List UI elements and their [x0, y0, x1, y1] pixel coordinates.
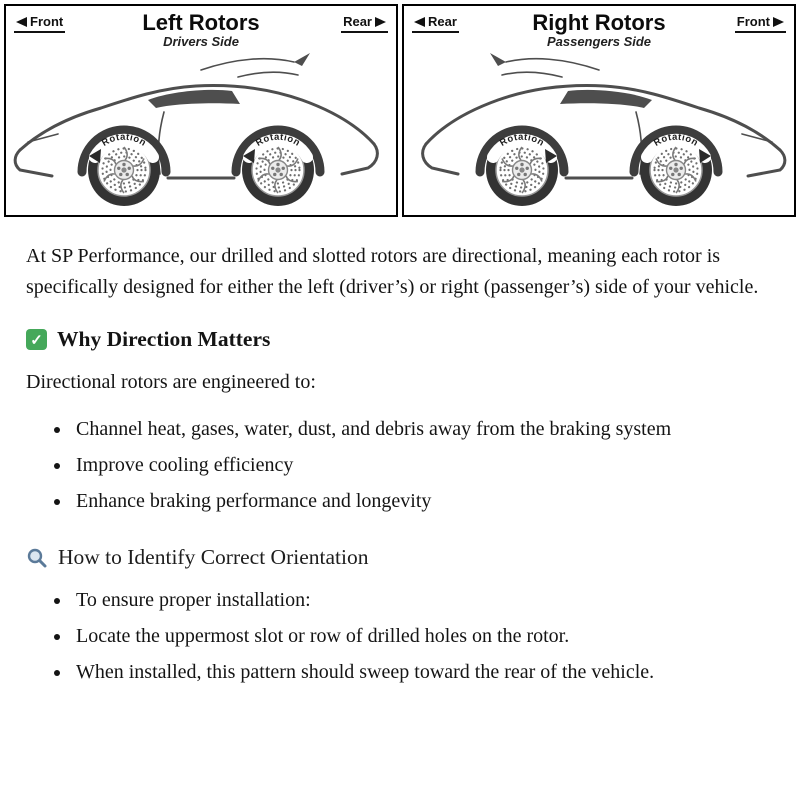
list-item: • Enhance braking performance and longevity	[72, 486, 774, 517]
arrow-left-icon	[16, 17, 27, 27]
direction-text: Rear	[428, 14, 457, 29]
article	[0, 217, 800, 716]
rotation-label: Rotation	[99, 131, 149, 149]
orientation-list	[26, 585, 774, 688]
list-item: • Channel heat, gases, water, dust, and debris away from the braking system	[72, 414, 774, 445]
right-panel-header	[404, 6, 794, 54]
list-item: • When installed, this pattern should sweep toward the rear of the vehicle.	[72, 657, 774, 688]
list-item: • To ensure proper installation:	[72, 585, 774, 616]
panel-title: Right Rotors	[532, 10, 666, 35]
rotor-direction-diagram	[0, 0, 800, 217]
front-direction-label	[735, 14, 786, 33]
rear-direction-label	[412, 14, 459, 33]
rotation-label: Rotation	[651, 131, 701, 149]
rear-direction-label	[341, 14, 388, 33]
intro-paragraph: At SP Performance, our drilled and slotted rotors are directional, meaning each rotor is specifically designed for either the left (driver’s) or right (passenger’s) side of your vehicle.	[26, 245, 759, 298]
why-direction-matters-heading	[26, 327, 774, 353]
panel-subtitle: Passengers Side	[546, 34, 652, 50]
left-car-illustration	[6, 50, 396, 215]
magnifier-icon	[26, 547, 48, 569]
left-rotors-panel	[4, 4, 398, 217]
orientation-heading	[26, 545, 774, 571]
arrow-right-icon	[375, 17, 386, 27]
list-item: • Improve cooling efficiency	[72, 450, 774, 481]
panel-title: Left Rotors	[142, 10, 260, 35]
direction-text: Rear	[343, 14, 372, 29]
direction-text: Front	[30, 14, 64, 29]
arrow-right-icon	[773, 17, 784, 27]
heading-text: How to Identify Correct Orientation	[58, 544, 369, 569]
why-direction-list	[26, 414, 774, 517]
engineered-lead: Directional rotors are engineered to:	[26, 370, 316, 393]
rotation-label: Rotation	[253, 131, 303, 149]
right-car-illustration	[404, 50, 794, 215]
right-rotors-panel	[402, 4, 796, 217]
arrow-left-icon	[414, 17, 425, 27]
front-direction-label	[14, 14, 65, 33]
heading-text: Why Direction Matters	[57, 327, 271, 351]
direction-text: Front	[736, 14, 770, 29]
rotation-label: Rotation	[497, 131, 547, 149]
panel-subtitle: Drivers Side	[163, 34, 239, 50]
check-icon	[26, 329, 47, 350]
left-panel-header	[6, 6, 396, 54]
list-item: • Locate the uppermost slot or row of drilled holes on the rotor.	[72, 621, 774, 652]
